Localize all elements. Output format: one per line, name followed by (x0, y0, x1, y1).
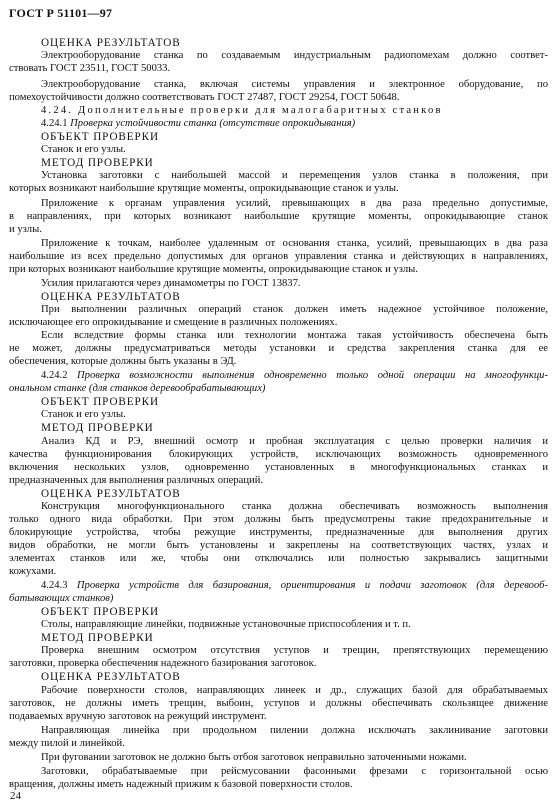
text-line: Установка заготовки с наибольшей массой и перемещения узлов станка в положения, при (41, 170, 548, 181)
section-heading: ОБЪЕКТ ПРОВЕРКИ (41, 606, 159, 618)
section-heading: МЕТОД ПРОВЕРКИ (41, 157, 154, 169)
text-line: Электрооборудование станка, включая системы управления и электронное оборудование, по (41, 79, 548, 90)
text-line: которых возникают наибольшие крутящие моменты, опрокидывающие станок и узлы. (9, 183, 399, 194)
text-line: Заготовки, обрабатываемые при рейсмусовании фасонными фрезами с горизонтальной осью (41, 766, 548, 777)
text-line: При фуговании заготовок не должно быть отбоя заготовок неправильно заточенными ножами. (41, 752, 467, 763)
section-heading: ОЦЕНКА РЕЗУЛЬТАТОВ (41, 37, 181, 49)
clause-title: ональном станке (для станков деревообрабатывающих) (9, 383, 266, 394)
text-line (9, 383, 265, 395)
text-line: Электрооборудование станка по создаваемым индустриальным радиопомехам должно соответ- (41, 50, 548, 61)
text-line: заготовок, не должны иметь трещин, выбоин, уступов и должны обеспечивать скользящее движение (9, 698, 548, 709)
text-line: Направляющая линейка при продольном пилении должна исключать заклинивание заготовки (41, 725, 548, 736)
text-line: Столы, направляющие линейки, подвижные установочные приспособления и т. п. (41, 619, 411, 630)
text-line: предназначенных для выполнения различных операций. (9, 475, 264, 486)
text-line: кожухами. (9, 566, 57, 577)
text-line: при которых возникают наибольшие крутящие моменты, опрокидывающие станок и узлы. (9, 264, 418, 275)
clause-number: 4.24.2 (41, 370, 78, 381)
text-line: Станок и его узлы. (41, 409, 126, 420)
page-number: 24 (10, 790, 21, 802)
text-line (41, 118, 355, 130)
text-line: Конструкция многофункционального станка должна обеспечивать возможность выполнения (41, 501, 548, 512)
section-heading: ОЦЕНКА РЕЗУЛЬТАТОВ (41, 671, 181, 683)
text-line: Анализ КД и РЭ, внешний осмотр и пробная эксплуатация с целью проверки наличия и (41, 436, 548, 447)
page-header: ГОСТ Р 51101—97 (9, 6, 113, 20)
text-line: Приложение к точкам, наиболее удаленным от основания станка, усилий, превышающих в два раза (41, 238, 548, 249)
text-line: включения нескольких узлов, одновременно установленных в многофункциональных станках и (9, 462, 548, 473)
text-line: наибольшие из всех предельно допустимых для органов управления станка и действующих в направлениях, (9, 251, 548, 262)
text-line: только одного вида обработки. При этом должны быть предусмотрены такие предохранительные и (9, 514, 548, 525)
text-line: ствовать ГОСТ 23511, ГОСТ 50033. (9, 63, 171, 74)
text-line: между пилой и линейкой. (9, 738, 125, 749)
section-heading: ОЦЕНКА РЕЗУЛЬТАТОВ (41, 488, 181, 500)
clause-title: батывающих станков) (9, 593, 114, 604)
text-line: Рабочие поверхности столов, направляющих линеек и др., служащих базой для обрабатываемых (41, 685, 548, 696)
text-line: видов обработки, не могли быть установлены и закреплены на соответствующих частях, узлах и (9, 540, 548, 551)
clause-number: 4.24.1 (41, 118, 71, 129)
clause-number: 4.24.3 (41, 580, 77, 591)
section-heading: МЕТОД ПРОВЕРКИ (41, 422, 154, 434)
text-line: Приложение к органам управления усилий, превышающих в два раза предельно допустимые, (41, 198, 548, 209)
text-line: блокирующие устройства, чтобы режущие инструменты, предназначенные для выполнения других (9, 527, 548, 538)
text-line: помехоустойчивости должно соответствовать ГОСТ 27487, ГОСТ 29254, ГОСТ 50648. (9, 92, 400, 103)
text-line (41, 580, 548, 592)
text-line: исключающее его опрокидывание и смещение в различных положениях. (9, 317, 338, 328)
text-line: в направлениях, при которых возникают наибольшие крутящие моменты, опрокидывающие станок (9, 211, 548, 222)
text-line: заготовки, проверка обеспечения надежного базирования заготовок. (9, 658, 317, 669)
section-heading: ОЦЕНКА РЕЗУЛЬТАТОВ (41, 291, 181, 303)
clause-title: Проверка устойчивости станка (отсутствие опрокидывания) (70, 118, 356, 129)
text-line: элементах станков или же, чтобы они отключались или полностью закрывались защитными (9, 553, 548, 564)
text-line: и узлы. (9, 224, 42, 235)
text-line: Если вследствие формы станка или технологии монтажа такая устойчивость обеспечена быть (41, 330, 548, 341)
text-line: Усилия прилагаются через динамометры по ГОСТ 13837. (41, 278, 301, 289)
text-line: подаваемых вручную заготовок на режущий инструмент. (9, 711, 267, 722)
text-line: Проверка внешним осмотром отсутствия уступов и трещин, препятствующих перемещению (41, 645, 548, 656)
section-heading: ОБЪЕКТ ПРОВЕРКИ (41, 396, 159, 408)
text-line: качества функционирования блокирующих устройств, исключающих возможность одновременного (9, 449, 548, 460)
text-line: обеспечения, которые должны быть указаны в ЭД. (9, 356, 237, 367)
text-line: вращения, должны иметь надежный прижим к базовой поверхности столов. (9, 779, 353, 790)
text-line: Станок и его узлы. (41, 144, 126, 155)
text-line (41, 370, 548, 382)
section-heading: МЕТОД ПРОВЕРКИ (41, 632, 154, 644)
clause-title: Проверка устройств для базирования, ориентирования и подачи заготовок (для деревооб- (76, 580, 548, 591)
text-line: 4.24. Дополнительные проверки для малогабаритных станков (41, 105, 443, 116)
text-line: не может, должны предусматриваться методы установки и средства закрепления станка для ее (9, 343, 548, 354)
text-line: При выполнении различных операций станок должен иметь надежное устойчивое положение, (41, 304, 548, 315)
section-heading: ОБЪЕКТ ПРОВЕРКИ (41, 131, 159, 143)
text-line (9, 593, 113, 605)
clause-title: Проверка возможности выполнения одновременно только одной операции на многофункци- (77, 370, 548, 381)
